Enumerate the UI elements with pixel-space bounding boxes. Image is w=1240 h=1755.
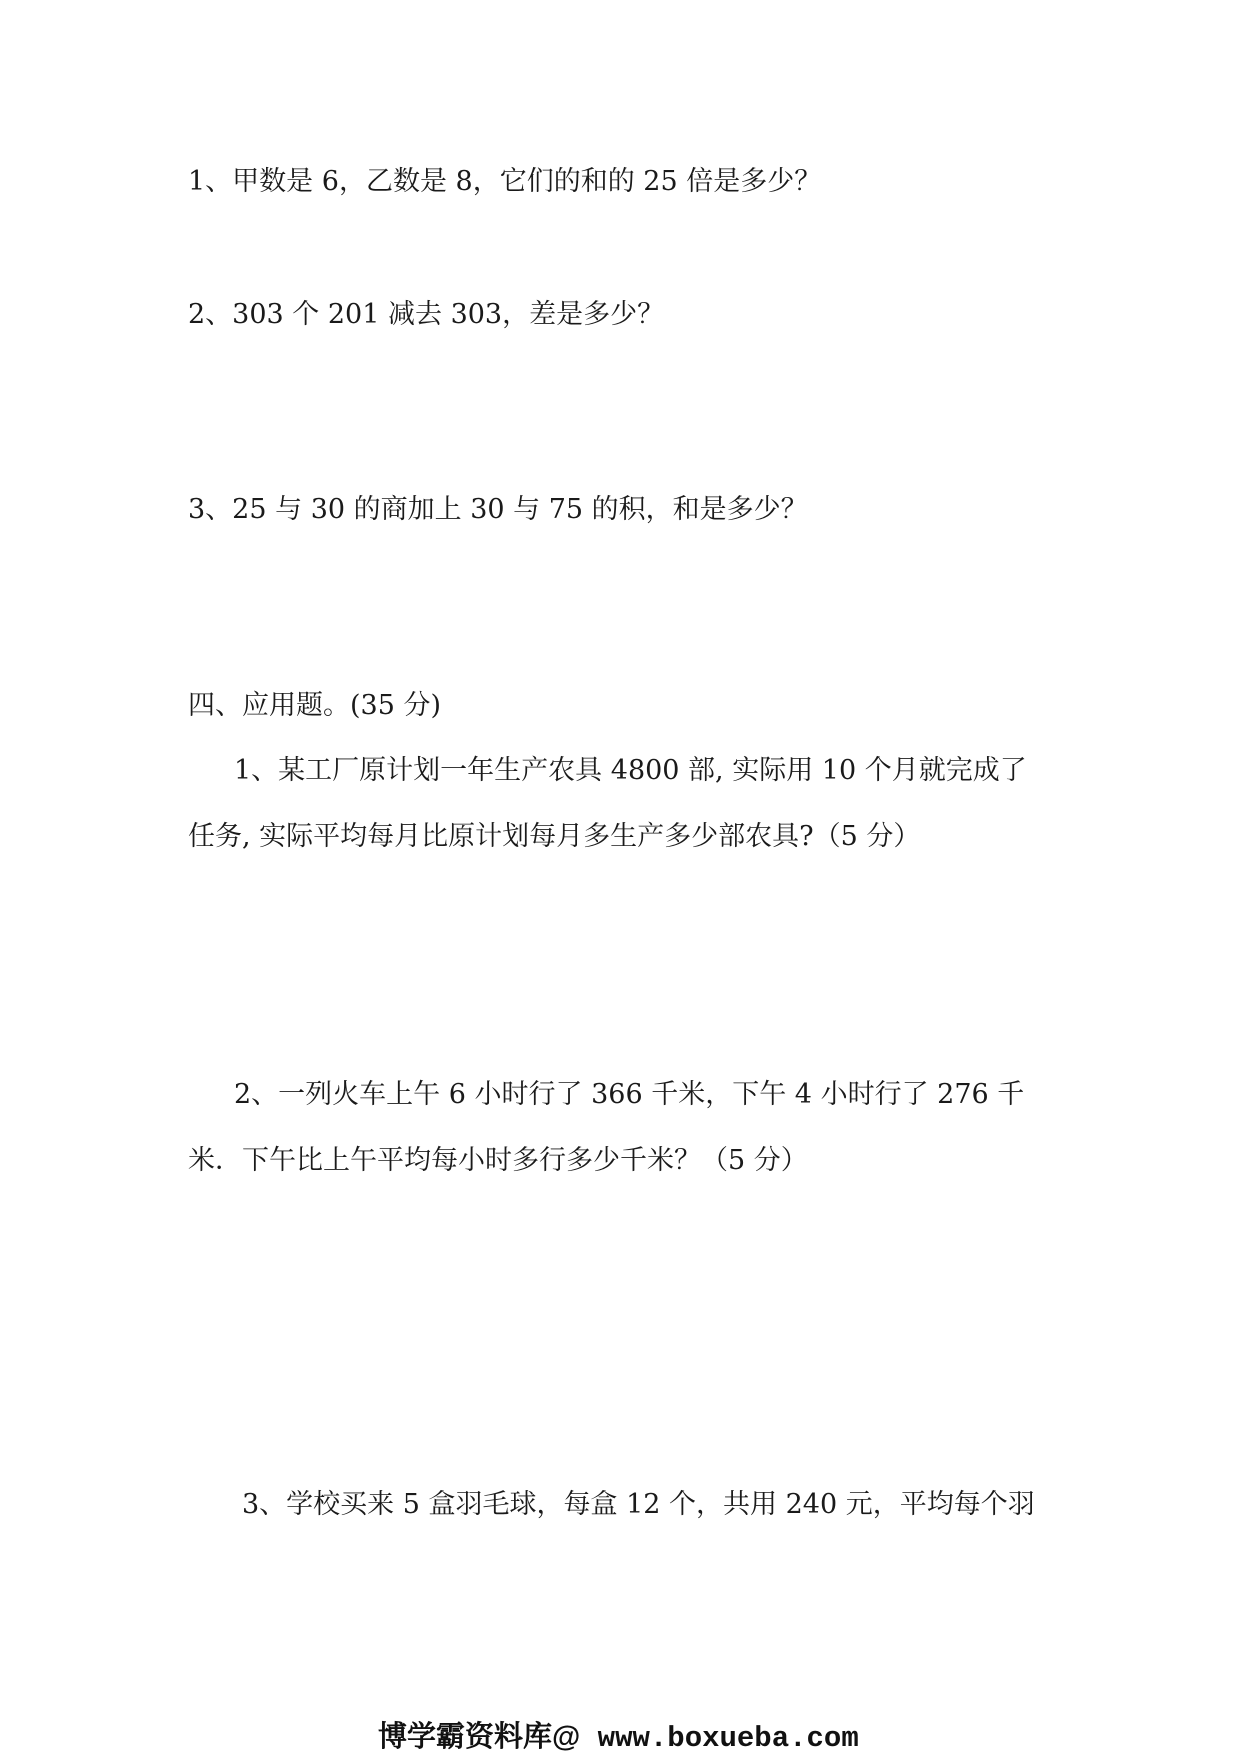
watermark xyxy=(378,1714,859,1755)
question-3: 3、25 与 30 的商加上 30 与 75 的积，和是多少？ xyxy=(188,494,808,525)
problem-2-line-1: 2、一列火车上午 6 小时行了 366 千米，下午 4 小时行了 276 千 xyxy=(234,1079,1025,1110)
question-2: 2、303 个 201 减去 303，差是多少？ xyxy=(188,299,665,330)
problem-3-line-1: 3、学校买来 5 盒羽毛球，每盒 12 个，共用 240 元，平均每个羽 xyxy=(242,1489,1035,1520)
watermark-url: www.boxueba.com xyxy=(580,1722,859,1755)
question-1: 1、甲数是 6，乙数是 8，它们的和的 25 倍是多少？ xyxy=(188,166,822,197)
problem-1-line-1: 1、某工厂原计划一年生产农具 4800 部, 实际用 10 个月就完成了 xyxy=(234,755,1027,786)
problem-2-line-2: 米．下午比上午平均每小时多行多少千米？（5 分） xyxy=(188,1145,808,1176)
watermark-name: 博学霸资料库@ xyxy=(378,1721,581,1753)
problem-1-line-2: 任务, 实际平均每月比原计划每月多生产多少部农具?（5 分） xyxy=(188,821,921,852)
section-4-heading: 四、应用题。(35 分) xyxy=(188,690,442,721)
